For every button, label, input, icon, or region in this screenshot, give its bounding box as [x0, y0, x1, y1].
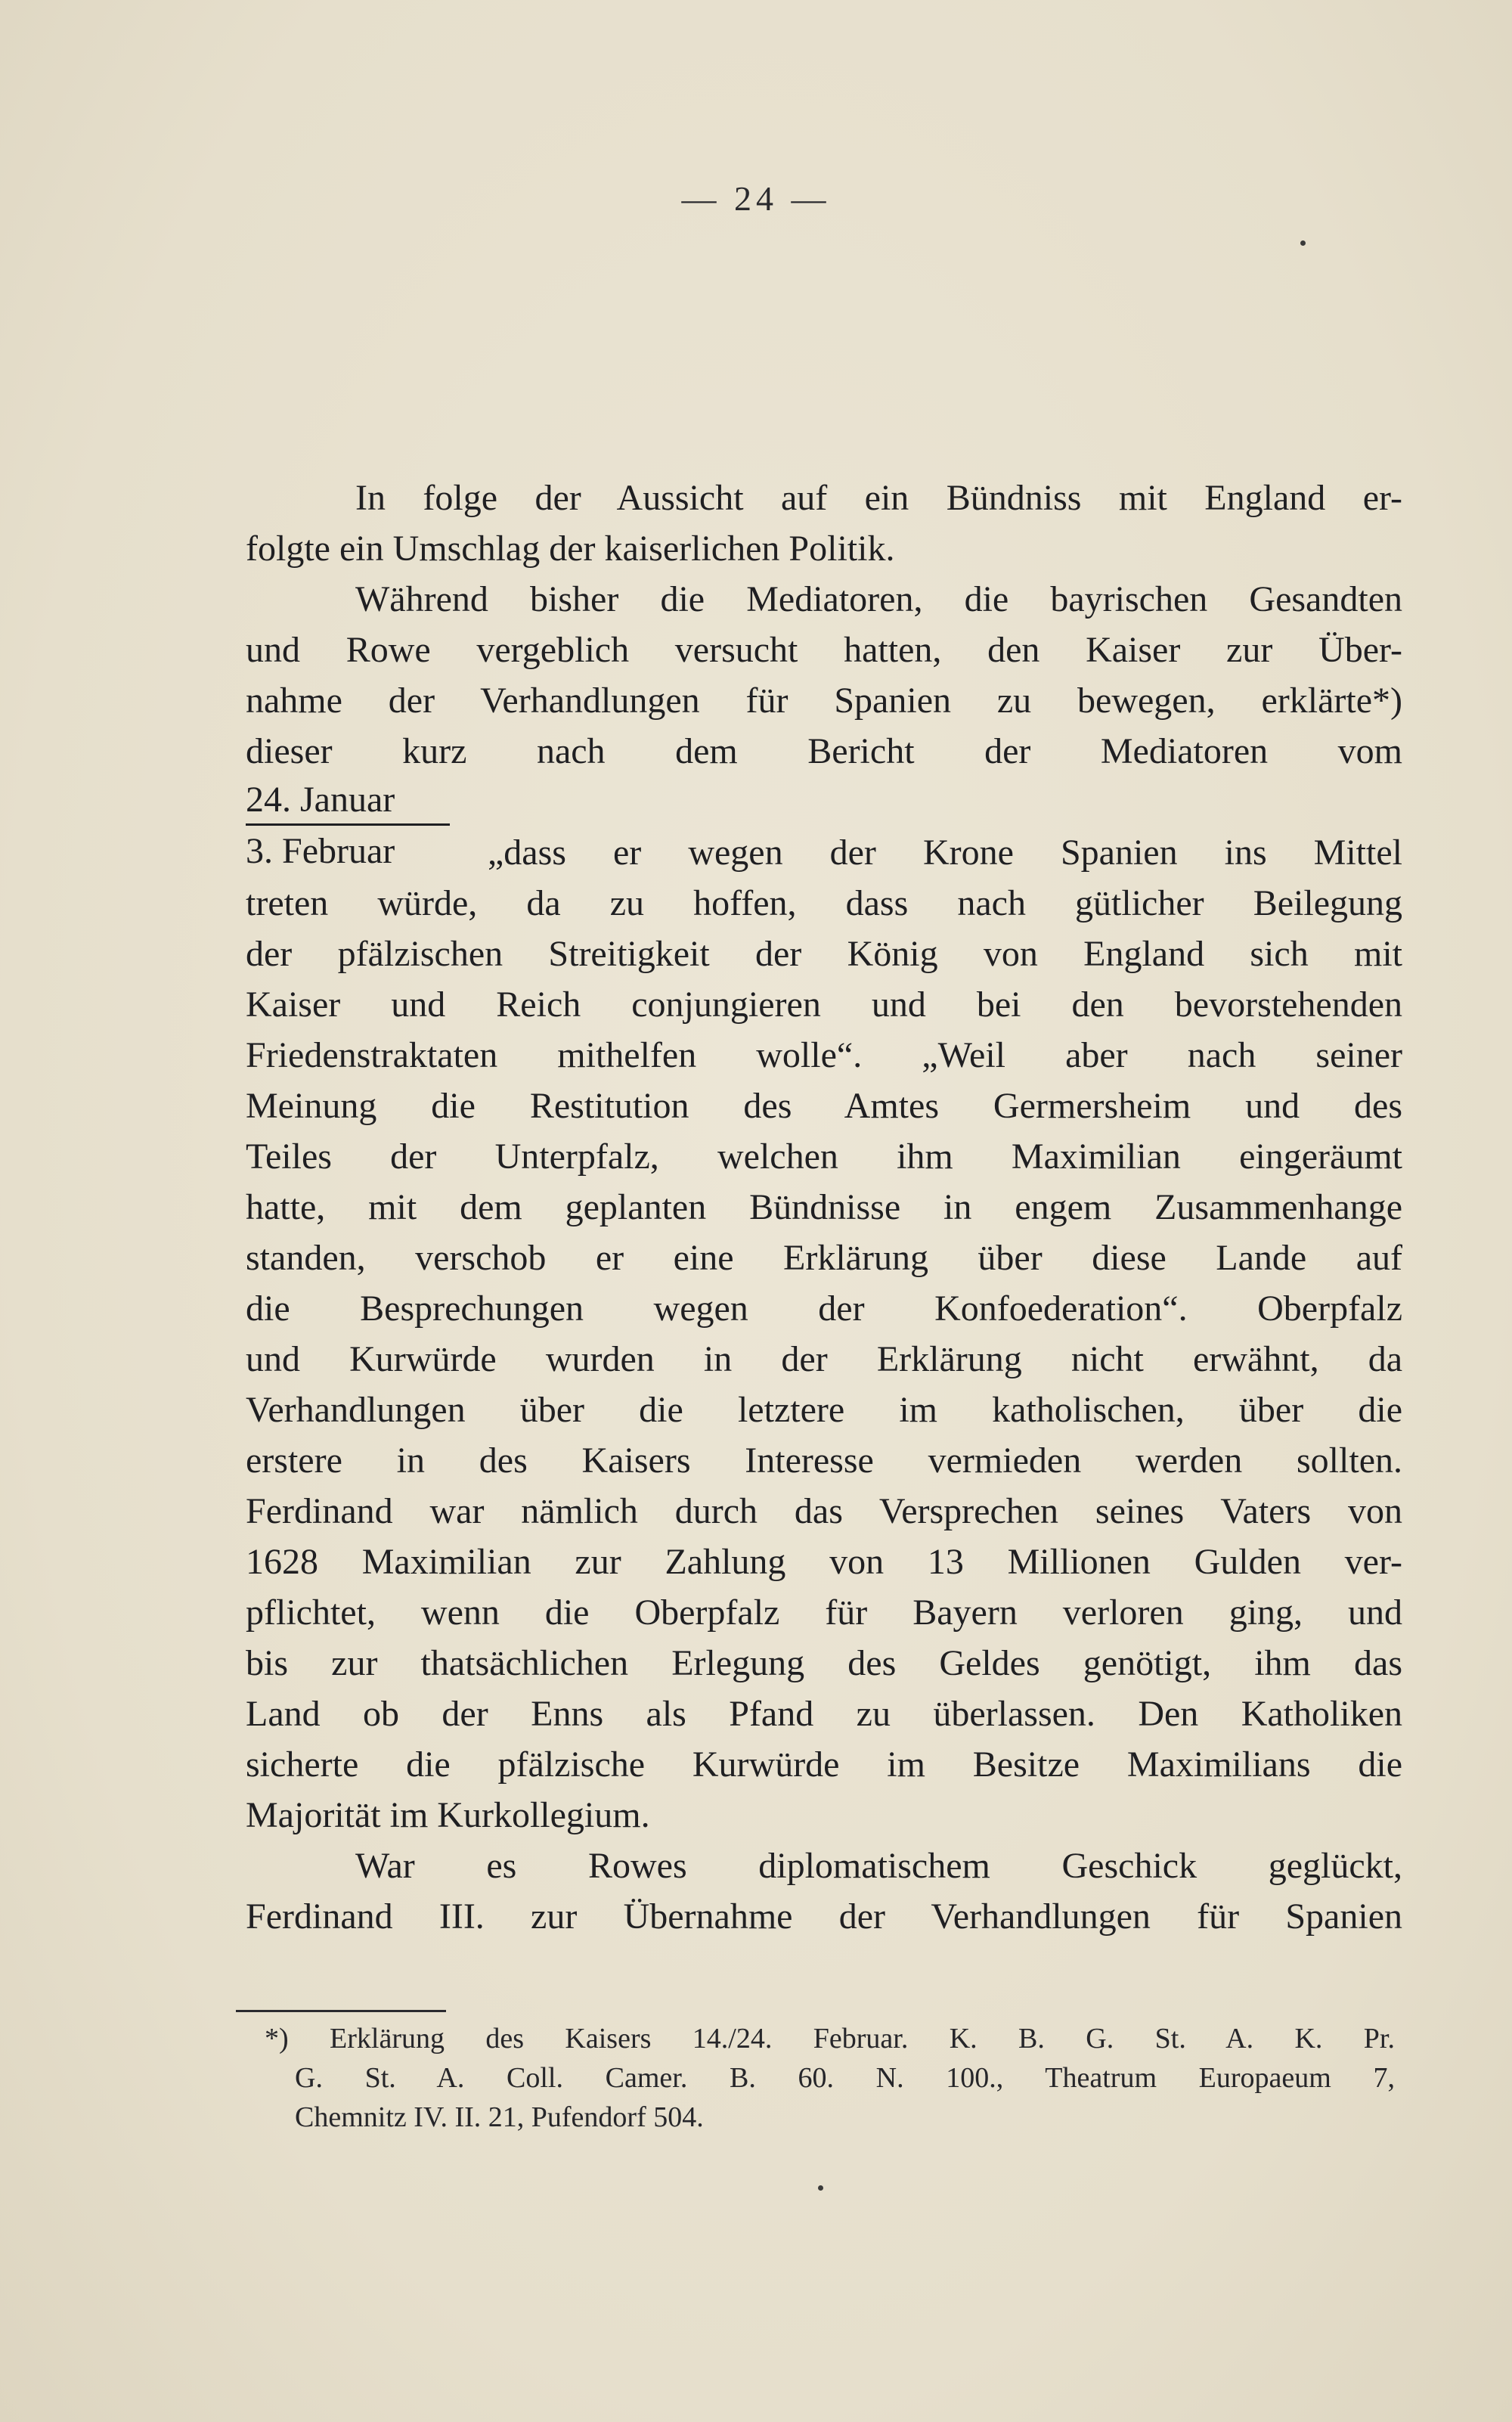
date-old-style: 24. Januar	[246, 777, 450, 826]
text-line: Majorität im Kurkollegium.	[246, 1795, 650, 1835]
text-line: der pfälzischen Streitigkeit der König von England sich mit	[246, 934, 1402, 974]
text-line: sicherte die pfälzische Kurwürde im Besitze Maximilians die	[246, 1744, 1402, 1785]
paragraph-2	[246, 574, 1402, 1841]
footnote-line: G. St. A. Coll. Camer. B. 60. N. 100., Theatrum Europaeum 7,	[295, 2062, 1395, 2094]
paper-speck	[1300, 240, 1306, 246]
footnote-line: *) Erklärung des Kaisers 14./24. Februar. K. B. G. St. A. K. Pr.	[265, 2023, 1395, 2055]
text-line: War es Rowes diplomatischem Geschick geglückt,	[355, 1846, 1402, 1886]
text-line: Ferdinand III. zur Übernahme der Verhandlungen für Spanien	[246, 1896, 1402, 1937]
text-line: Ferdinand war nämlich durch das Versprechen seines Vaters von	[246, 1491, 1402, 1531]
text-line: dieser kurz nach dem Bericht der Mediatoren vom	[246, 731, 1402, 771]
text-line: treten würde, da zu hoffen, dass nach gütlicher Beilegung	[246, 883, 1402, 923]
footnote-line: Chemnitz IV. II. 21, Pufendorf 504.	[295, 2101, 704, 2133]
page-number: — 24 —	[681, 179, 831, 218]
text-line: 1628 Maximilian zur Zahlung von 13 Millionen Gulden ver-	[246, 1542, 1402, 1582]
footnote-divider	[236, 2010, 446, 2012]
text-line: In folge der Aussicht auf ein Bündniss mit England er-	[355, 478, 1402, 518]
paragraph-3	[246, 1841, 1402, 1942]
paper-speck	[818, 2185, 823, 2191]
text-line: Teiles der Unterpfalz, welchen ihm Maximilian eingeräumt	[246, 1137, 1402, 1177]
text-line: Friedenstraktaten mithelfen wolle“. „Weil aber nach seiner	[246, 1035, 1402, 1075]
text-line: Während bisher die Mediatoren, die bayrischen Gesandten	[355, 579, 1402, 619]
paragraph-1	[246, 473, 1402, 574]
text-line: hatte, mit dem geplanten Bündnisse in engem Zusammenhange	[246, 1187, 1402, 1227]
text-line: standen, verschob er eine Erklärung über diese Lande auf	[246, 1238, 1402, 1278]
text-line: Kaiser und Reich conjungieren und bei den bevorstehenden	[246, 985, 1402, 1025]
text-line: nahme der Verhandlungen für Spanien zu bewegen, erklärte*)	[246, 681, 1402, 721]
date-fraction-line	[246, 777, 1402, 878]
text-line: „dass er wegen der Krone Spanien ins Mittel	[488, 833, 1402, 873]
text-line: die Besprechungen wegen der Konfoederation“. Oberpfalz	[246, 1289, 1402, 1329]
text-line: folgte ein Umschlag der kaiserlichen Politik.	[246, 529, 895, 569]
text-line: Land ob der Enns als Pfand zu überlassen. Den Katholiken	[246, 1694, 1402, 1734]
text-line: bis zur thatsächlichen Erlegung des Geldes genötigt, ihm das	[246, 1643, 1402, 1683]
text-line: pflichtet, wenn die Oberpfalz für Bayern verloren ging, und	[246, 1592, 1402, 1633]
date-fraction	[246, 777, 472, 876]
text-line: Meinung die Restitution des Amtes Germersheim und des	[246, 1086, 1402, 1126]
date-new-style: 3. Februar	[246, 831, 395, 871]
text-line: und Kurwürde wurden in der Erklärung nicht erwähnt, da	[246, 1339, 1402, 1379]
text-line: erstere in des Kaisers Interesse vermieden werden sollten.	[246, 1440, 1402, 1481]
text-line: Verhandlungen über die letztere im katholischen, über die	[246, 1390, 1402, 1430]
body-text	[246, 473, 1402, 1942]
footnotes	[265, 2019, 1395, 2137]
text-line: und Rowe vergeblich versucht hatten, den Kaiser zur Über-	[246, 630, 1402, 670]
